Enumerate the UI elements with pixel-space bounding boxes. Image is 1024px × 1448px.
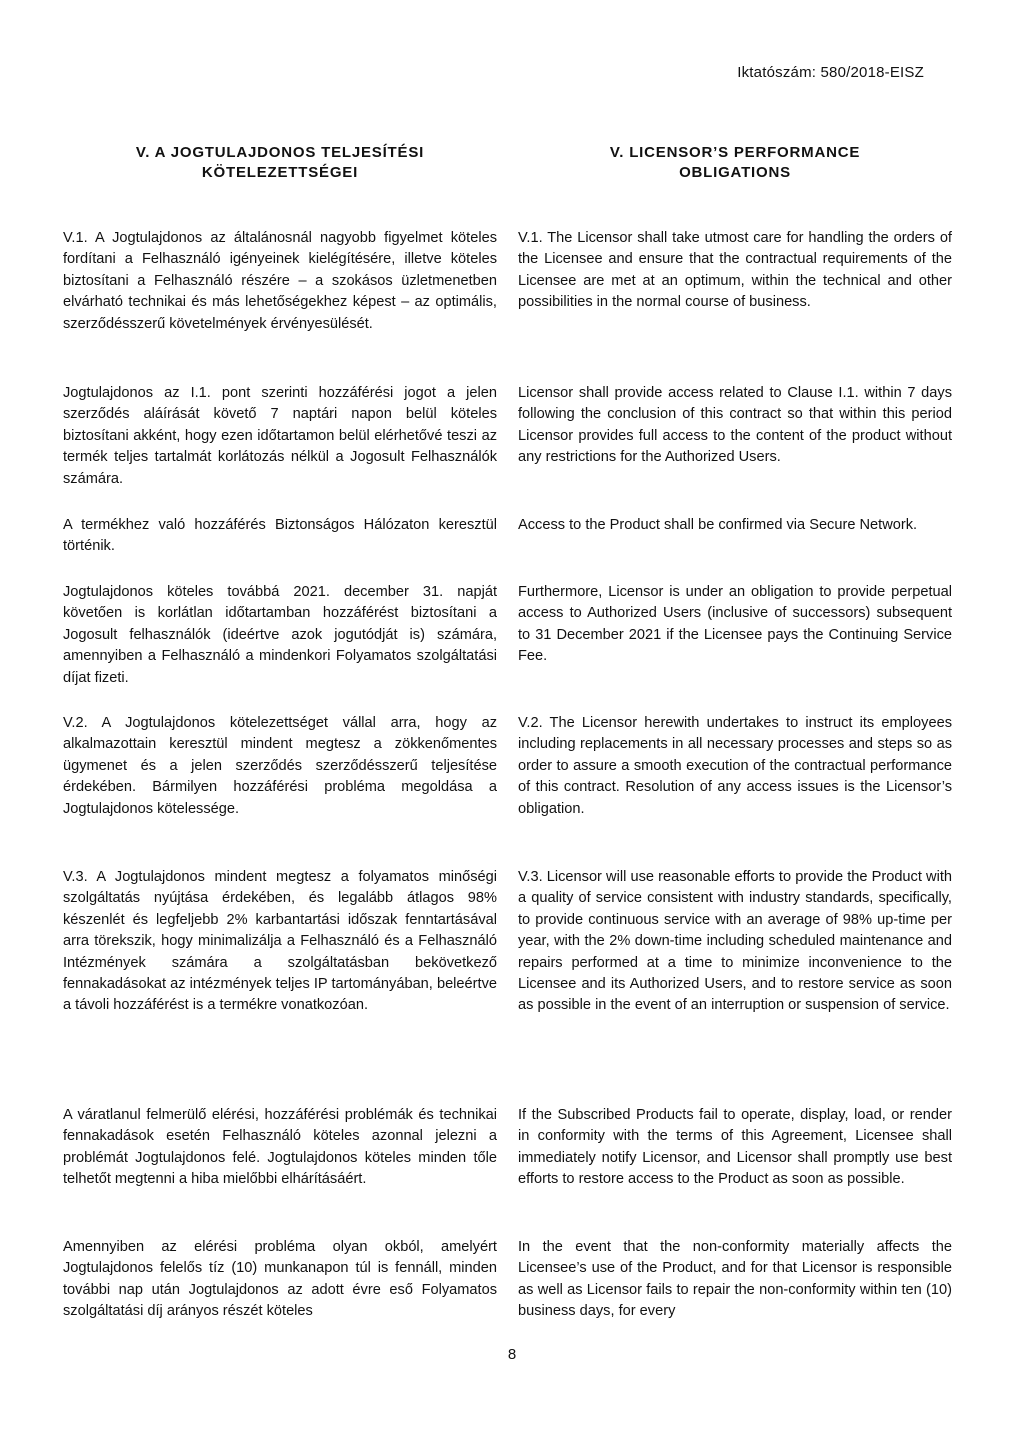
paragraph-en-access-problems: If the Subscribed Products fail to operate, display, load, or render in conformity with the terms of this Agreement, Licensee shall immediately notify Licensor, and Licensor shall promptly use best efforts to restore access to the Product as soon as possible.	[518, 1107, 952, 1188]
paragraph-hu-v1: V.1. A Jogtulajdonos az általánosnál nagyobb figyelmet köteles fordítani a Felhasználó igényeinek kielégítésére, illetve köteles biztosítani a Felhasználó részére – a szokásos üzletmenetben elvárható technikai és más lehetőségekhez képest – az optimális, szerződésszerű követelmények érvényesülését.	[63, 230, 497, 332]
section-title-hungarian	[63, 143, 497, 183]
paragraph-en-secure-network: Access to the Product shall be confirmed via Secure Network.	[518, 517, 918, 533]
paragraph-hu-v3: V.3. A Jogtulajdonos mindent megtesz a folyamatos minőségi szolgáltatás nyújtása érdekében, és legalább átlagos 98% készenlét és legfeljebb 2% karbantartási időszak fenntartásával arra törekszik, hogy minimalizálja a Felhasználó és a Felhasználó Intézmények számára a szolgáltatásban bekövetkező fennakadásokat az intézmények teljes IP tartományában, beleértve a távoli hozzáférést is a termékre vonatkozóan.	[63, 869, 497, 1014]
paragraph-hu-secure-network: A termékhez való hozzáférés Biztonságos Hálózaton keresztül történik.	[63, 517, 497, 555]
paragraph-en-non-conformity: In the event that the non-conformity materially affects the Licensee’s use of the Product, and for that Licensor is responsible as well as Licensor fails to repair the non-conformity within ten (10) business days, for every	[518, 1239, 952, 1320]
paragraph-hu-v2: V.2. A Jogtulajdonos kötelezettséget vállal arra, hogy az alkalmazottain keresztül mindent megtesz a zökkenőmentes ügymenet és a jelen szerződés szerződésszerű teljesítése érdekében. Bármilyen hozzáférési probléma megoldása a Jogtulajdonos kötelessége.	[63, 715, 497, 817]
paragraph-hu-access-right: Jogtulajdonos az I.1. pont szerinti hozzáférési jogot a jelen szerződés aláírását követő 7 naptári napon belül köteles biztosítani akként, hogy ezen időtartamon belül elérhetővé teszi az termék teljes tartalmát korlátozás nélkül a Jogosult Felhasználók számára.	[63, 385, 497, 487]
paragraph-en-v1: V.1. The Licensor shall take utmost care for handling the orders of the Licensee and ensure that the contractual requirements of the Licensee are met at an optimum, within the technical and other possibilities in the normal course of business.	[518, 230, 952, 311]
paragraph-en-v3: V.3. Licensor will use reasonable efforts to provide the Product with a quality of service consistent with industry standards, specifically, to provide continuous service with an average of 98% up-time per year, with the 2% down-time including scheduled maintenance and repairs performed at a time to minimize inconvenience to the Licensee and its Authorized Users, and to restore service as soon as possible in the event of an interruption or suspension of service.	[518, 869, 952, 1014]
section-title-hu-line-1: V. A JOGTULAJDONOS TELJESÍTÉSI	[135, 144, 425, 161]
paragraph-hu-perpetual-access: Jogtulajdonos köteles továbbá 2021. december 31. napját követően is korlátlan időtartamban hozzáférést biztosítani a Jogosult felhasználók (ideértve azok jogutódját is) számára, amennyiben a Felhasználó a mindenkori Folyamatos szolgáltatási díjat fizeti.	[63, 584, 497, 686]
paragraph-en-access-right: Licensor shall provide access related to Clause I.1. within 7 days following the conclusion of this contract so that within this period Licensor provides full access to the content of the product without any restrictions for the Authorized Users.	[518, 385, 952, 466]
paragraph-hu-non-conformity: Amennyiben az elérési probléma olyan okból, amelyért Jogtulajdonos felelős tíz (10) munkanapon túl is fennáll, minden további nap után Jogtulajdonos az adott évre eső Folyamatos szolgáltatási díj arányos részét köteles	[63, 1239, 497, 1320]
reference-number: Iktatószám: 580/2018-EISZ	[737, 64, 924, 81]
paragraph-en-perpetual-access: Furthermore, Licensor is under an obligation to provide perpetual access to Authorized Users (inclusive of successors) subsequent to 31 December 2021 if the Licensee pays the Continuing Service Fee.	[518, 584, 952, 665]
paragraph-hu-access-problems: A váratlanul felmerülő elérési, hozzáférési problémák és technikai fennakadások esetén Felhasználó köteles azonnal jelezni a problémát Jogtulajdonos felé. Jogtulajdonos köteles minden tőle telhetőt megtenni a hiba mielőbbi elhárításáért.	[63, 1107, 497, 1188]
paragraph-en-v2: V.2. The Licensor herewith undertakes to instruct its employees including replacements in all necessary processes and steps so as order to assure a smooth execution of the contractual performance of this contract. Resolution of any access issues is the Licensor’s obligation.	[518, 715, 952, 817]
section-title-en-line-1: V. LICENSOR’S PERFORMANCE	[609, 144, 861, 161]
section-title-hu-line-2: KÖTELEZETTSÉGEI	[201, 164, 359, 181]
section-title-en-line-2: OBLIGATIONS	[679, 164, 791, 181]
section-title-english	[518, 143, 952, 183]
page-number: 8	[507, 1346, 517, 1363]
